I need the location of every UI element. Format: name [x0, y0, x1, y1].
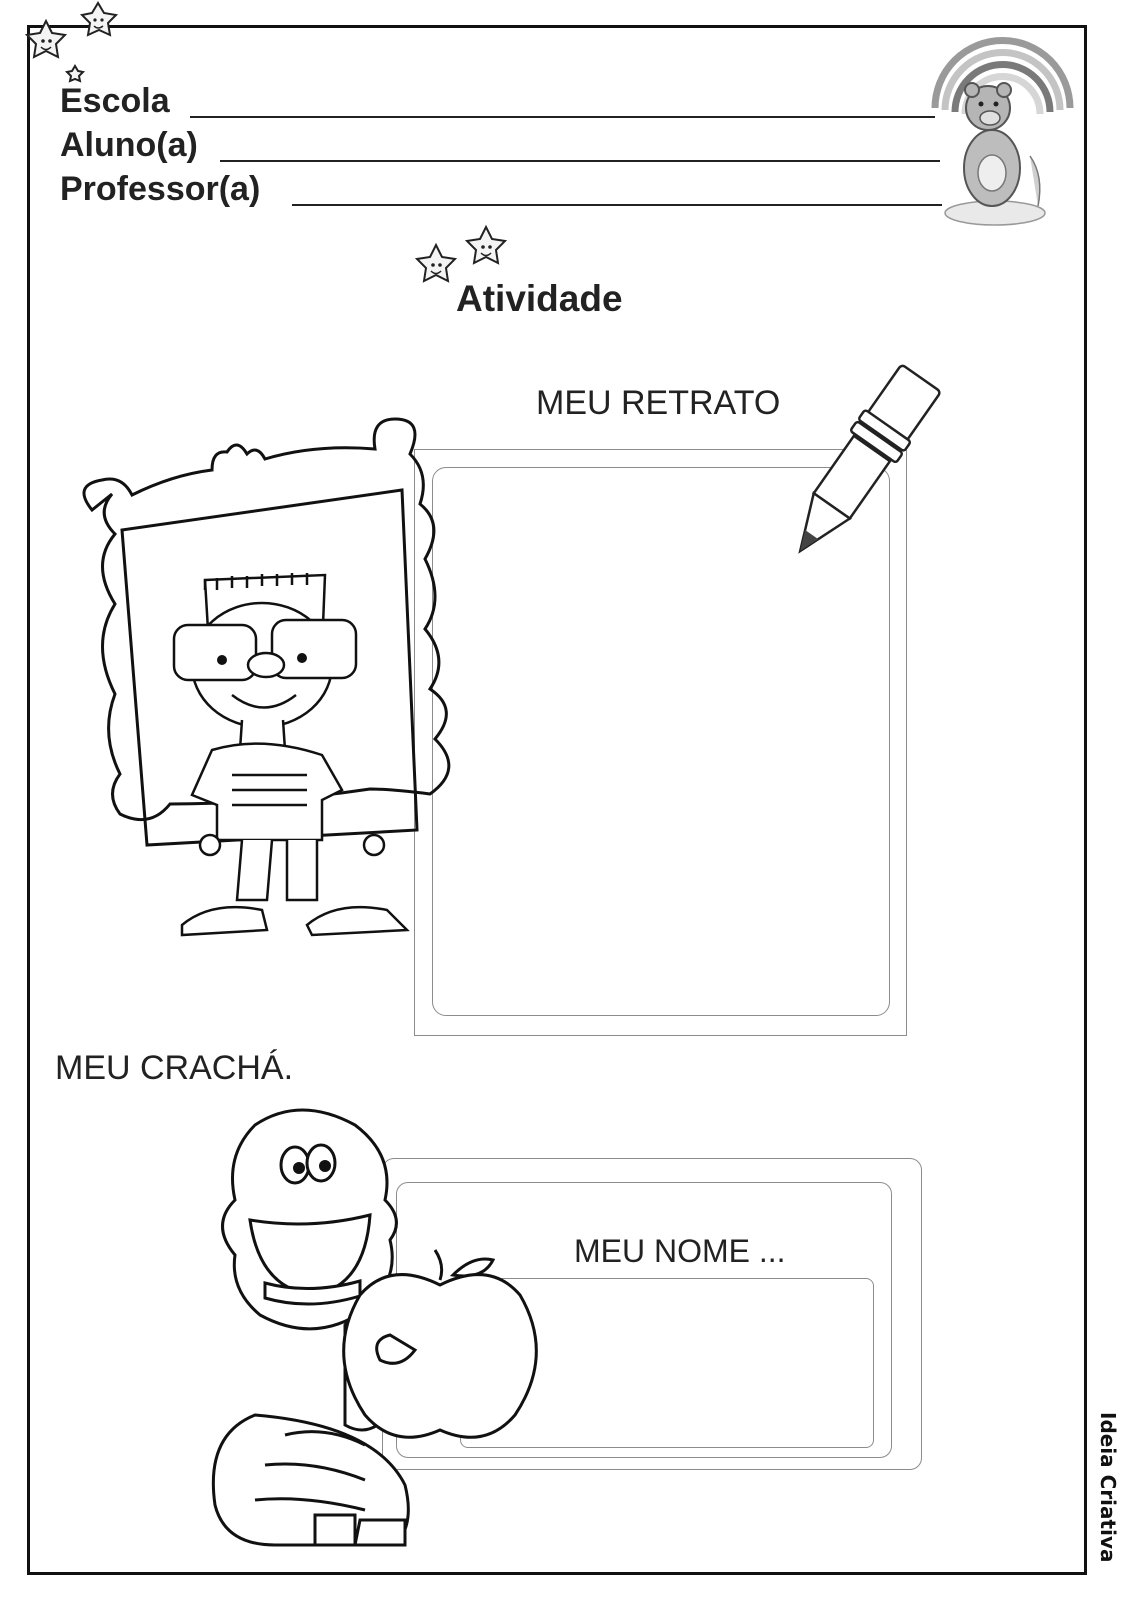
turtle-apple-icon: [195, 1105, 555, 1565]
brand-logo: [1087, 1410, 1127, 1590]
rainbow-bear-icon: [920, 38, 1080, 228]
student-label: Aluno(a): [60, 126, 198, 164]
school-label: Escola: [60, 82, 170, 120]
svg-text:Ideia Criativa: Ideia Criativa: [1096, 1412, 1120, 1563]
badge-section-label: MEU CRACHÁ.: [55, 1049, 294, 1087]
name-label: MEU NOME ...: [574, 1233, 786, 1269]
picture-frame-boy-icon: [62, 420, 492, 960]
teacher-label: Professor(a): [60, 170, 261, 208]
student-input-line[interactable]: [220, 160, 940, 162]
portrait-label: MEU RETRATO: [536, 384, 781, 422]
teacher-input-line[interactable]: [292, 204, 942, 206]
activity-title: Atividade: [456, 278, 623, 319]
pencil-icon: [752, 365, 952, 575]
school-input-line[interactable]: [190, 116, 935, 118]
